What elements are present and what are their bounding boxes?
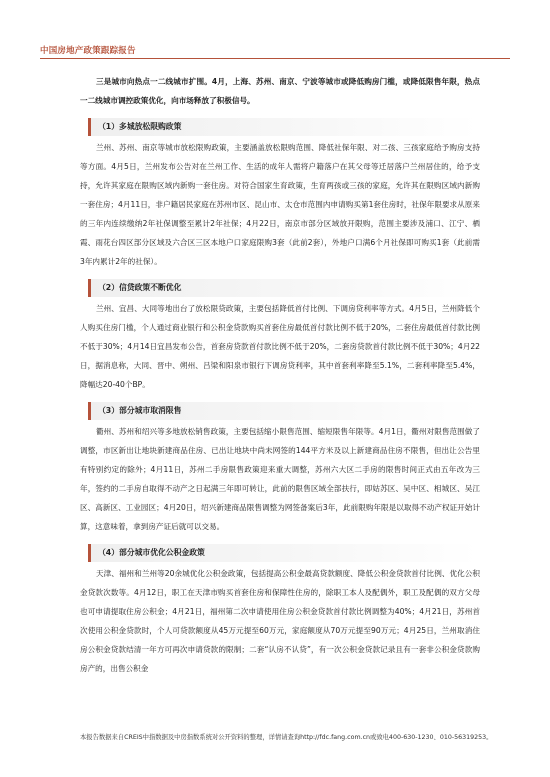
- section-heading-2-label: （2）信贷政策不断优化: [88, 279, 478, 297]
- section-heading-2: [80, 275, 480, 297]
- section-4-paragraph: 天津、福州和兰州等20余城优化公积金政策，包括提高公积金最高贷款额度、降低公积金贷款首付比例、优化公积金贷款次数等。4月12日，职工在天津市购买首套住房和保障性住房的，除职工本人及配偶外，职工及配偶的双方父母也可申请提取住房公积金；4月21日，福州第二次申请使用住房公积金贷款首付款比例调整为40%；4月21日，苏州首次使用公积金贷款时，个人可贷款额度从45万元提至60万元，家庭额度从70万元提至90万元；4月25日，兰州取消住房公积金贷款结清一年方可再次申请贷款的限制；二套“认房不认贷”，有一次公积金贷款记录且有一套非公积金贷款购房产的，出售公积金: [80, 569, 480, 673]
- intro-paragraph: 三是城市向热点一二线城市扩围。4月，上海、苏州、南京、宁波等城市或降低购房门槛，或降低限售年限，热点一二线城市调控政策优化，向市场释放了积极信号。: [80, 77, 480, 105]
- section-1-paragraph: 兰州、苏州、南京等城市放松限购政策，主要涵盖放松限购范围、降低社保年限、对二孩、三孩家庭给予购房支持等方面。4月5日，兰州发布公告对在兰州工作、生活的成年人需将户籍落户在其父母等迁居落户兰州居住的，给予支持，允许其家庭在限购区域内新购一套住房。对符合国家生育政策，生育两孩或三孩的家庭，允许其在限购区域内新购一套住房；4月11日，非户籍居民家庭在苏州市区、昆山市、太仓市范围内申请购买第1套住房时，社保年限要求从原来的三年内连续缴纳2年社保调整至累计2年社保；4月22日，南京市部分区域放开限购，范围主要涉及浦口、江宁、栖霞、雨花台四区部分区域及六合区三区本地户口家庭限购3套（此前2套），外地户口满6个月社保即可购买1套（此前需3年内累计2年的社保）。: [80, 143, 480, 266]
- section-heading-3-label: （3）部分城市取消限售: [88, 402, 478, 420]
- section-heading-1-label: （1）多城放松限购政策: [88, 118, 478, 136]
- section-3-paragraph: 衢州、苏州和绍兴等多地放松销售政策，主要包括缩小限售范围、缩短限售年限等。4月1日，衢州对限售范围做了调整，市区新出让地块新建商品住房、已出让地块中尚未网签的144平方米及以上新建商品住房不限售，但出让公告里有特别约定的除外；4月11日，苏州二手房限售政策迎来重大调整，苏州六大区二手房的限售时间正式由五年改为三年，签约的二手房自取得不动产之日起满三年即可转让，此前的限售区域全部扶行，即姑苏区、吴中区、相城区、吴江区、高新区、工业园区；4月20日，绍兴新建商品限售调整为网签备案后3年，此前限购年限是以取得不动产权证开始计算，这意味着，拿到房产证后就可以交易。: [80, 427, 480, 531]
- report-title: 中国房地产政策跟踪报告: [40, 46, 136, 56]
- section-2-paragraph: 兰州、宜昌、大同等地出台了放松限贷政策，主要包括降低首付比例、下调房贷利率等方式。4月5日，兰州降低个人购买住房门槛，个人通过商业银行和公积金贷款购买首套住房最低首付款比例不低于20%，二套住房最低首付款比例不低于30%；4月14日宜昌发布公告，首套房贷款首付款比例不低于20%，二套房贷款首付款比例不低于30%；4月22日，据消息称，大同、晋中、朔州、吕梁和阳泉市银行下调房贷利率，其中首套利率降至5.1%，二套利率降至5.4%，降幅达20-40个BP。: [80, 304, 480, 389]
- section-heading-3: [80, 398, 480, 420]
- report-footer-note: 本报告数据来自CREIS中指数据及中房指数系统对公开资料的整理，详情请查询http://fdc.fang.com.cn或致电400-630-1230、010-56319253。: [80, 734, 493, 741]
- section-heading-4: [80, 540, 480, 562]
- report-body: [80, 72, 480, 678]
- section-heading-4-label: （4）部分城市优化公积金政策: [88, 544, 478, 562]
- report-header: [40, 44, 510, 59]
- section-heading-1: [80, 114, 480, 136]
